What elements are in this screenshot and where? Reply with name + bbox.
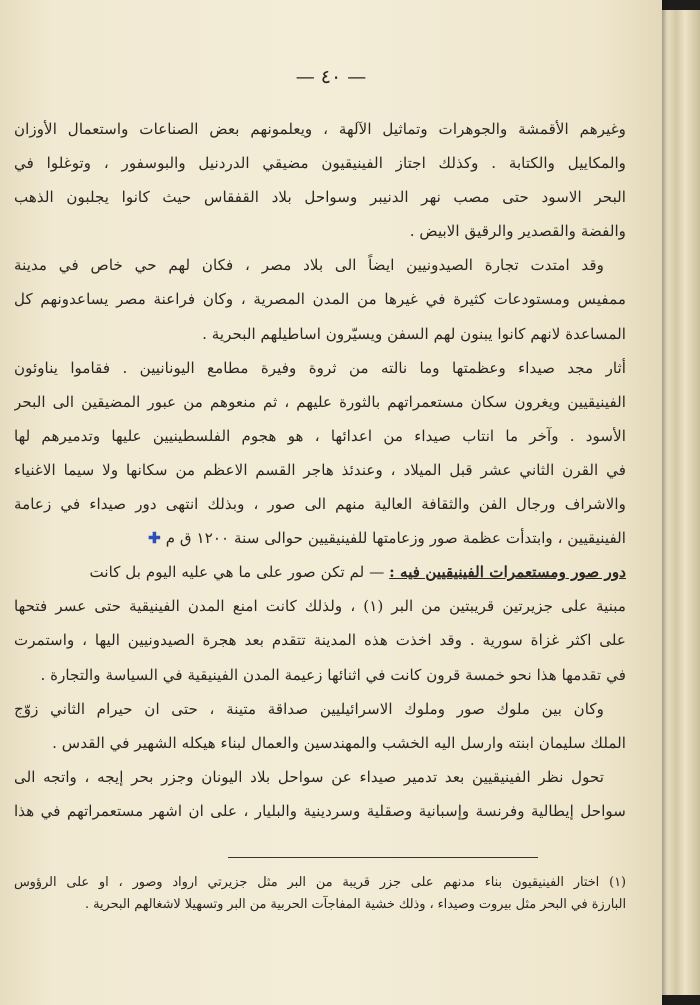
text-line: الأسود . وآخر ما انتاب صيداء من اعدائها ، هو هجوم الفلسطينيين عليها وتدميرهم لها — [14, 426, 626, 445]
text-line: وكان بين ملوك صور وملوك الاسرائيليين صداقة متينة ، حتى ان حيرام الثاني زوّج — [14, 699, 604, 718]
text-line: والمكاييل والكتابة . وكذلك اجتاز الفينيقيون مضيقي الدردنيل والبوسفور ، وتوغلوا في — [14, 154, 626, 173]
footnote-divider — [228, 857, 538, 858]
text-line: الفينيقيين ويغرون سكان مستعمراتهم بالثورة عليهم ، ثم منعوهم من عبور المضيقين الى البحر — [14, 392, 626, 411]
text-line-run: — لم تكن صور على ما هي عليه اليوم بل كانت — [89, 563, 385, 582]
text-line: وقد امتدت تجارة الصيدونيين ايضاً الى بلاد مصر ، فكان لهم حي خاص في مدينة — [14, 256, 604, 275]
section-heading: دور صور ومستعمرات الفينيقيين فيه : — [389, 563, 626, 582]
text-line: تحول نظر الفينيقيين بعد تدمير صيداء عن سواحل بلاد اليونان وجزر بحر إيجه ، واتجه الى — [14, 767, 604, 786]
text-line: في القرن الثاني عشر قبل الميلاد ، وعندئذ هاجر القسم الاعظم من سكانها ولا سيما الاغنياء — [14, 460, 626, 479]
text-line: والاشراف ورجال الفن والثقافة العالية منهم الى صور ، وبذلك انتهى دور صيداء في زعامة — [14, 495, 626, 514]
text-line: أثار مجد صيداء وعظمتها وما نالته من ثروة وفيرة مطامع اليونانيين . فقاموا يناوئون — [14, 358, 626, 377]
text-line — [14, 521, 626, 555]
footnote-line: البارزة في البحر مثل بيروت وصيداء ، وذلك خشية المفاجآت الحربية من البر وتسهيلا لاشغالهم البحرية . — [84, 897, 626, 912]
text-line: مبنية على جزيرتين قريبتين من البر (١) ، ولذلك كانت امنع المدن الفينيقية حتى عسر فتحها — [14, 597, 626, 616]
text-line: على اكثر غزاة سورية . وقد اخذت هذه المدينة تتقدم بعد هجرة الصيدونيين اليها ، واستمرت — [14, 631, 626, 650]
text-line: ممفيس ومستودعات كثيرة في غيرها من المدن المصرية ، وكان فراعنة مصر يساعدونهم كل — [14, 290, 626, 309]
text-line-run: الفينيقيين ، وابتدأت عظمة صور وزعامتها للفينيقيين حوالى سنة ١٢٠٠ ق م — [165, 529, 626, 548]
text-line: البحر الاسود حتى مصب نهر الدنيبر وسواحل بلاد القفقاس حيث كانوا يجلبون الذهب — [14, 188, 626, 207]
text-line: في تقدمها هذا نحو خمسة قرون كانت في اثنائها زعيمة المدن الفينيقية في السياسة والتجارة . — [40, 665, 626, 684]
footnote-line: (١) اختار الفينيقيون بناء مدنهم على جزر قريبة من البر مثل جزيرتي ارواد وصور ، او على الرؤوس — [14, 875, 626, 890]
text-line: والفضة والقصدير والرقيق الابيض . — [409, 222, 626, 241]
body-text — [14, 112, 626, 828]
text-line: الملك سليمان ابنته وارسل اليه الخشب والمهندسين والعمال لبناء هيكله الشهير في القدس . — [52, 733, 626, 752]
text-line: وغيرهم الأقمشة والجوهرات وتماثيل الآلهة ، ويعلمونهم بعض الصناعات واستعمال الأوزان — [14, 120, 626, 138]
footnotes — [14, 872, 626, 916]
margin-cross-mark: ✚ — [148, 529, 161, 548]
text-line: المساعدة لانهم كانوا يبنون لهم السفن ويسيّرون اساطيلهم البحرية . — [202, 324, 626, 343]
text-line — [14, 555, 626, 589]
page-number: — ٤٠ — — [295, 66, 367, 88]
text-line: سواحل إيطالية وفرنسة وإسبانية وصقلية وسردينية والبليار ، على ان اشهر مستعمراتهم في هذا — [14, 801, 626, 820]
